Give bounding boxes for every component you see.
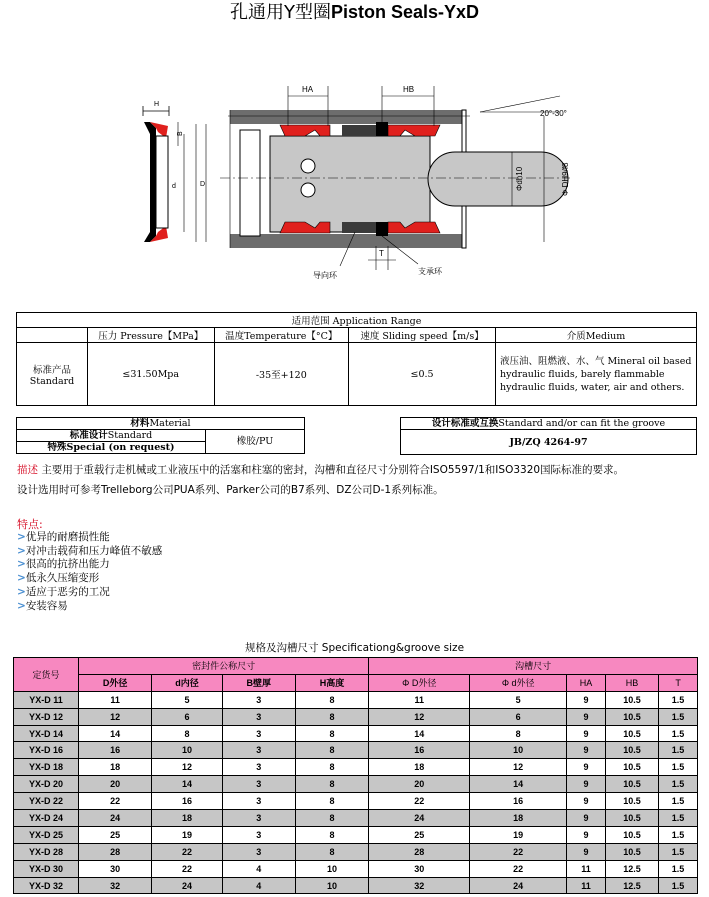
table-cell: 18 <box>470 810 567 827</box>
order-code-cell: YX-D 20 <box>14 776 79 793</box>
feature-item: >很高的抗挤出能力 <box>17 558 110 571</box>
table-row <box>14 759 698 776</box>
feature-item: >低永久压缩变形 <box>17 572 100 585</box>
table-cell: 16 <box>470 793 567 810</box>
table-cell: 22 <box>470 860 567 877</box>
table-cell: 18 <box>152 810 222 827</box>
table-cell: 30 <box>369 860 470 877</box>
application-range-table <box>16 312 697 406</box>
table-cell: 19 <box>152 826 222 843</box>
table-cell: 22 <box>79 793 152 810</box>
col-header: d内径 <box>152 674 222 691</box>
seal-nominal-header: 密封件公称尺寸 <box>79 658 369 675</box>
order-code-cell: YX-D 18 <box>14 759 79 776</box>
table-cell: 22 <box>470 843 567 860</box>
seal-cross-section <box>143 101 206 242</box>
col-header: B壁厚 <box>222 674 295 691</box>
design-standard-table <box>400 417 697 455</box>
table-cell: 24 <box>79 810 152 827</box>
table-cell: 9 <box>567 708 606 725</box>
material-title-cn: 材料 <box>130 418 150 429</box>
table-cell: 8 <box>295 793 368 810</box>
table-cell: 10.5 <box>605 708 658 725</box>
table-row <box>14 708 698 725</box>
table-cell: 28 <box>369 843 470 860</box>
table-cell: 14 <box>79 725 152 742</box>
table-cell: 22 <box>152 843 222 860</box>
page-title <box>0 0 709 25</box>
table-cell: 16 <box>152 793 222 810</box>
dim-dh10-label: Φdh10 <box>515 166 524 191</box>
table-cell: 30 <box>79 860 152 877</box>
arrow-icon: > <box>17 531 26 543</box>
temperature-header: 温度Temperature【°C】 <box>214 328 349 343</box>
table-cell: 3 <box>222 826 295 843</box>
table-cell: 10.5 <box>605 759 658 776</box>
table-cell: 10.5 <box>605 725 658 742</box>
table-cell: 19 <box>470 826 567 843</box>
order-code-cell: YX-D 25 <box>14 826 79 843</box>
table-cell: 10.5 <box>605 776 658 793</box>
order-code-cell: YX-D 32 <box>14 877 79 894</box>
table-cell: 24 <box>470 877 567 894</box>
table-cell: 5 <box>470 691 567 708</box>
table-cell: 11 <box>567 860 606 877</box>
feature-item: >对冲击载荷和压力峰值不敏感 <box>17 544 163 557</box>
table-cell: 8 <box>295 725 368 742</box>
design-standard-value: JB/ZQ 4264-97 <box>401 430 697 455</box>
table-cell: 24 <box>152 877 222 894</box>
spec-table-body <box>14 691 698 894</box>
table-cell: 4 <box>222 877 295 894</box>
table-cell: 8 <box>295 742 368 759</box>
medium-header: 介质Medium <box>496 328 697 343</box>
guide-ring-label: 导向环 <box>313 271 337 280</box>
medium-value: 液压油、阻燃液、水、气 Mineral oil based hydraulic fluids, barely flammable hydraulic fluids, water, air and others. <box>496 343 697 406</box>
table-cell: 9 <box>567 826 606 843</box>
table-cell: 8 <box>295 776 368 793</box>
spec-table <box>13 657 698 894</box>
design-standard-title <box>401 418 697 430</box>
table-cell: 1.5 <box>659 742 698 759</box>
standard-design-label <box>17 430 206 442</box>
speed-value: ≤0.5 <box>349 343 496 406</box>
table-cell: 25 <box>369 826 470 843</box>
table-cell: 10.5 <box>605 843 658 860</box>
table-cell: 8 <box>295 691 368 708</box>
order-code-cell: YX-D 30 <box>14 860 79 877</box>
material-value: 橡胶/PU <box>206 430 305 454</box>
table-cell: 22 <box>369 793 470 810</box>
special-label: 特殊Special (on request) <box>17 442 206 454</box>
table-cell: 16 <box>369 742 470 759</box>
dim-D-label: D <box>200 181 206 188</box>
table-cell: 10.5 <box>605 691 658 708</box>
table-cell: 6 <box>152 708 222 725</box>
table-cell: 1.5 <box>659 843 698 860</box>
table-cell: 1.5 <box>659 877 698 894</box>
table-cell: 9 <box>567 742 606 759</box>
material-table <box>16 417 305 454</box>
table-cell: 10 <box>295 877 368 894</box>
table-cell: 3 <box>222 691 295 708</box>
arrow-icon: > <box>17 544 26 557</box>
dim-h-label: H <box>154 101 160 108</box>
table-cell: 24 <box>369 810 470 827</box>
table-cell: 3 <box>222 793 295 810</box>
order-code-header: 定货号 <box>14 658 79 692</box>
features-title: 特点: <box>17 518 43 531</box>
table-cell: 12 <box>79 708 152 725</box>
table-row <box>14 691 698 708</box>
seal-diagram <box>120 66 590 286</box>
speed-header: 速度 Sliding speed【m/s】 <box>349 328 496 343</box>
dim-ha-label: HA <box>302 85 314 94</box>
table-cell: 1.5 <box>659 708 698 725</box>
arrow-icon: > <box>17 572 26 585</box>
order-code-cell: YX-D 12 <box>14 708 79 725</box>
table-cell: 10.5 <box>605 810 658 827</box>
table-cell: 8 <box>295 708 368 725</box>
table-cell: 8 <box>295 759 368 776</box>
table-row <box>14 860 698 877</box>
table-row <box>14 742 698 759</box>
table-cell: 3 <box>222 725 295 742</box>
table-cell: 16 <box>79 742 152 759</box>
description <box>17 460 707 500</box>
table-row <box>14 776 698 793</box>
dim-d-label: d <box>172 183 176 190</box>
table-cell: 1.5 <box>659 860 698 877</box>
table-cell: 12.5 <box>605 860 658 877</box>
dim-b-label: B <box>177 131 184 136</box>
table-cell: 3 <box>222 759 295 776</box>
table-cell: 8 <box>295 843 368 860</box>
table-cell: 28 <box>79 843 152 860</box>
order-code-cell: YX-D 24 <box>14 810 79 827</box>
table-cell: 1.5 <box>659 793 698 810</box>
design-standard-title-en: Standard and/or can fit the groove <box>498 418 666 429</box>
table-cell: 12 <box>470 759 567 776</box>
dim-angle-label: 20°-30° <box>540 109 567 118</box>
table-row <box>14 793 698 810</box>
table-cell: 4 <box>222 860 295 877</box>
application-range-title: 适用范围 Application Range <box>17 313 697 328</box>
table-cell: 10.5 <box>605 826 658 843</box>
title-cn: 孔通用Y型圈 <box>229 2 331 23</box>
material-title-en: Material <box>149 418 191 429</box>
table-cell: 1.5 <box>659 759 698 776</box>
table-cell: 22 <box>152 860 222 877</box>
col-header: HA <box>567 674 606 691</box>
col-header: T <box>659 674 698 691</box>
pressure-value: ≤31.50Mpa <box>88 343 215 406</box>
arrow-icon: > <box>17 585 26 598</box>
table-cell: 3 <box>222 776 295 793</box>
table-row <box>14 810 698 827</box>
table-cell: 8 <box>470 725 567 742</box>
groove-size-header: 沟槽尺寸 <box>369 658 698 675</box>
description-text-2: 设计选用时可参考Trelleborg公司PUA系列、Parker公司的B7系列、DZ公司D-1系列标准。 <box>17 484 444 496</box>
description-line-1 <box>17 460 707 480</box>
table-cell: 32 <box>369 877 470 894</box>
col-header: H高度 <box>295 674 368 691</box>
table-cell: 10.5 <box>605 742 658 759</box>
table-cell: 8 <box>152 725 222 742</box>
order-code-cell: YX-D 16 <box>14 742 79 759</box>
table-cell: 3 <box>222 742 295 759</box>
dim-hb-label: HB <box>403 85 415 94</box>
table-cell: 1.5 <box>659 826 698 843</box>
design-standard-title-cn: 设计标准或互换 <box>431 418 499 429</box>
table-row <box>14 843 698 860</box>
table-cell: 9 <box>567 725 606 742</box>
table-cell: 11 <box>567 877 606 894</box>
standard-design-en: Standard <box>107 430 153 441</box>
table-cell: 1.5 <box>659 810 698 827</box>
table-cell: 6 <box>470 708 567 725</box>
standard-product-label: 标准产品 Standard <box>17 343 88 406</box>
description-label: 描述 <box>17 464 38 476</box>
table-cell: 3 <box>222 810 295 827</box>
feature-item: >优异的耐磨损性能 <box>17 531 110 543</box>
arrow-icon: > <box>17 558 26 571</box>
table-cell: 14 <box>369 725 470 742</box>
table-cell: 9 <box>567 776 606 793</box>
table-cell: 9 <box>567 759 606 776</box>
table-cell: 8 <box>295 810 368 827</box>
table-cell: 1.5 <box>659 776 698 793</box>
table-cell: 1.5 <box>659 691 698 708</box>
table-cell: 10 <box>295 860 368 877</box>
col-header: D外径 <box>79 674 152 691</box>
table-cell: 14 <box>470 776 567 793</box>
table-cell: 9 <box>567 810 606 827</box>
description-text-1: 主要用于重载行走机械或工业液压中的活塞和柱塞的密封，沟槽和直径尺寸分别符合ISO5597/1和ISO3320国际标准的要求。 <box>38 464 625 476</box>
table-cell: 9 <box>567 691 606 708</box>
table-cell: 20 <box>79 776 152 793</box>
order-code-cell: YX-D 14 <box>14 725 79 742</box>
arrow-icon: > <box>17 599 26 612</box>
table-cell: 3 <box>222 843 295 860</box>
temperature-value: -35至+120 <box>214 343 349 406</box>
feature-item: >安装容易 <box>17 599 68 612</box>
col-header: Φ D外径 <box>369 674 470 691</box>
table-cell: 12.5 <box>605 877 658 894</box>
table-cell: 1.5 <box>659 725 698 742</box>
dim-DH9-label: Φ DH9/f8 <box>561 162 570 196</box>
table-cell: 8 <box>295 826 368 843</box>
table-cell: 11 <box>79 691 152 708</box>
table-cell: 10 <box>470 742 567 759</box>
table-cell: 3 <box>222 708 295 725</box>
title-en: Piston Seals-YxD <box>330 2 480 22</box>
features-list <box>17 531 162 613</box>
dim-t-label: T <box>379 249 384 258</box>
order-code-cell: YX-D 28 <box>14 843 79 860</box>
table-cell: 10 <box>152 742 222 759</box>
table-row <box>14 877 698 894</box>
material-title <box>17 418 305 430</box>
support-ring-label: 支承环 <box>418 267 442 276</box>
pressure-header: 压力 Pressure【MPa】 <box>88 328 215 343</box>
table-cell: 18 <box>79 759 152 776</box>
table-cell: 20 <box>369 776 470 793</box>
table-cell: 14 <box>152 776 222 793</box>
table-cell: 18 <box>369 759 470 776</box>
standard-design-cn: 标准设计 <box>69 430 108 441</box>
order-code-cell: YX-D 22 <box>14 793 79 810</box>
table-cell: 32 <box>79 877 152 894</box>
table-cell: 9 <box>567 843 606 860</box>
table-cell: 10.5 <box>605 793 658 810</box>
table-row <box>14 725 698 742</box>
col-header: HB <box>605 674 658 691</box>
table-cell: 5 <box>152 691 222 708</box>
table-row <box>14 826 698 843</box>
table-cell: 12 <box>369 708 470 725</box>
empty-header-cell <box>17 328 88 343</box>
table-cell: 25 <box>79 826 152 843</box>
feature-item: >适应于恶劣的工况 <box>17 585 110 598</box>
order-code-cell: YX-D 11 <box>14 691 79 708</box>
col-header: Φ d外径 <box>470 674 567 691</box>
table-cell: 9 <box>567 793 606 810</box>
table-cell: 11 <box>369 691 470 708</box>
spec-title: 规格及沟槽尺寸 Specificationg&groove size <box>244 642 465 654</box>
table-cell: 12 <box>152 759 222 776</box>
